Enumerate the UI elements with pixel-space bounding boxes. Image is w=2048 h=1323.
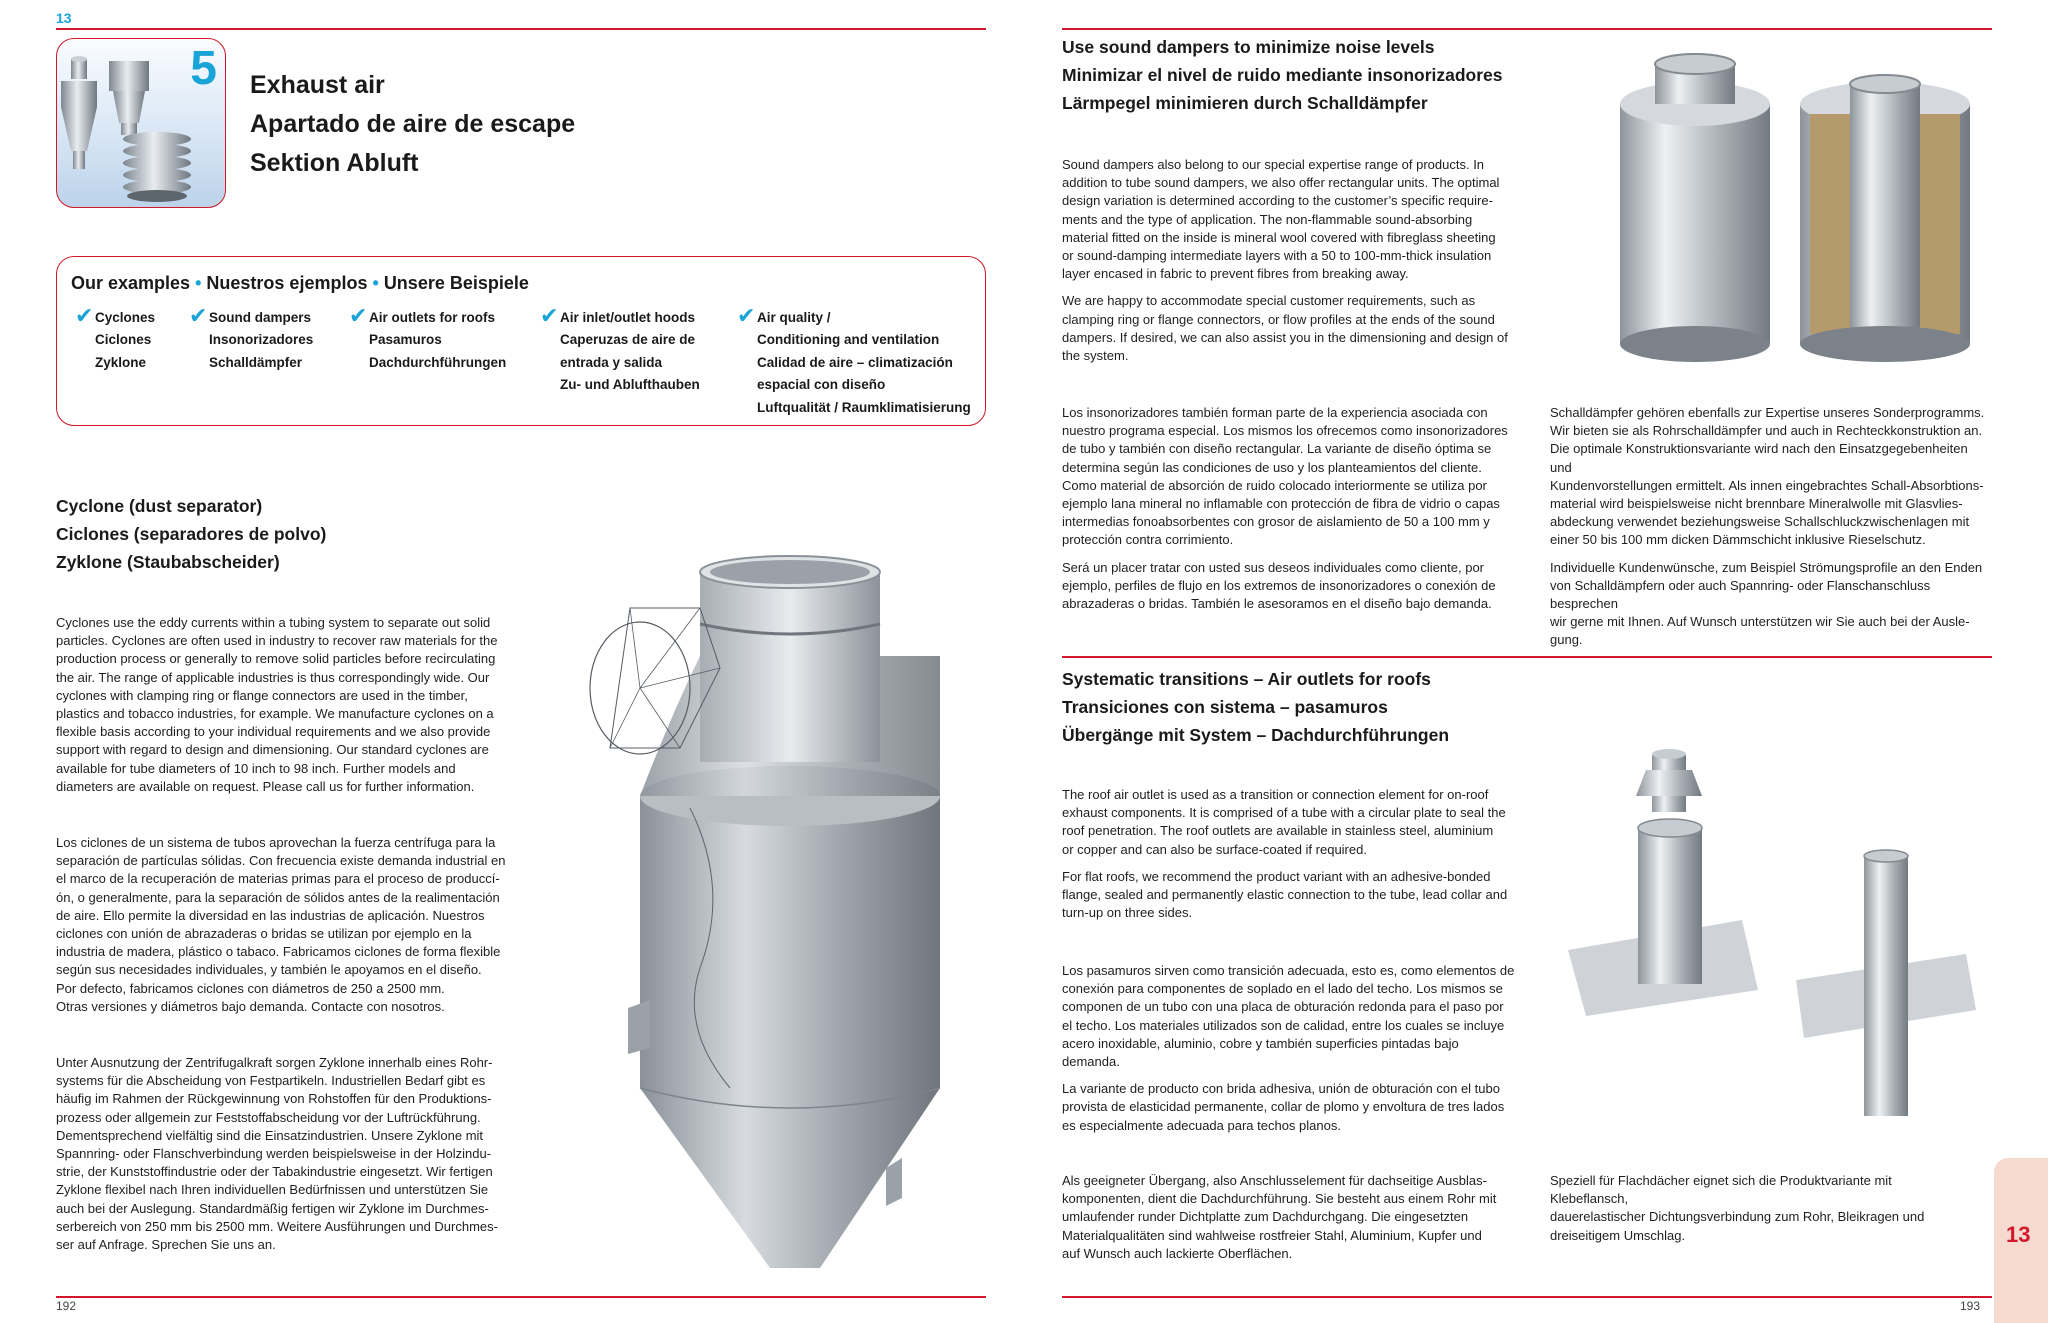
transitions-en-p1: The roof air outlet is used as a transition or connection element for on-roof exhaust components. It is comprised of a tube with a circular plate to seal the roof penetration. The roof outlets are available in stainless steel, aluminium or copper and can also be surface-coated if required. [1062,787,1506,857]
sound-damper-illustration [1600,44,2000,384]
dampers-text-es [1062,404,1522,622]
separator-dot-2: • [372,273,379,293]
section-icon-number: 5 [190,42,217,95]
transitions-en-p2: For flat roofs, we recommend the product variant with an adhesive-bonded flange, sealed and permanently elastic connection to the tube, lead collar and turn-up on three sides. [1062,868,1508,921]
transitions-es-p2: La variante de producto con brida adhesiva, unión de obturación con el tubo provista de elasticidad permanente, collar de plomo y envoltura de tres lados es especialmente adecuada para techos planos. [1062,1081,1505,1133]
section-title-en: Exhaust air [250,71,385,99]
examples-title [71,273,529,294]
top-rule-left [56,28,986,30]
transitions-de-p2: Speziell für Flachdächer eignet sich die Produktvariante mit Klebeflansch, dauerelastischer Dichtungsverbindung zum Rohr, Bleikragen und dreiseitigem Umschlag. [1550,1173,1925,1243]
section-title-de: Sektion Abluft [250,149,419,177]
examples-title-es: Nuestros ejemplos [206,273,368,293]
check-icon: ✔ [540,303,559,328]
dampers-es-p2: Será un placer tratar con usted sus deseos individuales como cliente, por ejemplo, perfiles de flujo en los extremos de insonorizadores o conexión de abrazaderas o bridas. También le asesoramos en el diseño bajo demanda. [1062,559,1496,612]
check-icon: ✔ [189,303,208,328]
check-icon: ✔ [737,303,756,328]
dampers-en-p1: Sound dampers also belong to our special expertise range of products. In addition to tube sound dampers, we also offer rectangular units. The optimal design variation is determined according to the customer’s specific require- ments and the type of application. The non-flammable sound-absorbing material fitted on the inside is mineral wool covered with fibreglass sheeting or sound-damping intermediate layers with a 50 to 100-mm-thick insulation layer encased in fabric to prevent fibres from breaking away. [1062,157,1500,282]
check-icon: ✔ [349,303,368,328]
cyclone-text-de: Unter Ausnutzung der Zentrifugalkraft sorgen Zyklone innerhalb eines Rohr- systems für die Abscheidung von Festpartikeln. Industriellen Bedarf gibt es häufig im Rahmen der Rückgewinnung von Rohstoffen für den Produktions- prozess oder allgemein zur Feststoffabscheidung vor der Luftrückführung. Dementsprechend vielfältig sind die Einsatzindustrien. Unsere Zyklone mit Spannring- oder Flanschverbindung werden beispielsweise in der Holzindu- strie, der Kunststoffindustrie oder der Tabakindustrie eingesetzt. Wir fertigen Zyklone flexibel nach Ihren individuellen Bedürfnissen und unterstützen Sie auch bei der Auslegung. Standardmäßig fertigen wir Zyklone im Durchmes- serbereich von 250 mm bis 2500 mm. Weitere Ausführungen und Durchmes- ser auf Anfrage. Sprechen Sie uns an. [56,1055,498,1253]
dampers-text-de [1550,404,1990,659]
page-number-left: 192 [56,1299,77,1313]
section-title-es: Apartado de aire de escape [250,110,576,138]
dampers-de-p1: Schalldämpfer gehören ebenfalls zur Expertise unseres Sonderprogramms. Wir bieten sie als Rohrschalldämpfer und auch in Rechteckkonstruktion an. Die optimale Konstruktionsvariante wird nach den Einsatzgegebenheiten und Kundenvorstellungen ermittelt. Als innen eingebrachtes Schall-Absorbtions- material wird beispielsweise nicht brennbare Mineralwolle mit Glasvlies- abdeckung verwendet beziehungsweise Schallschluckzwischenlagen mit einer 50 bis 100 mm dicken Dämmschicht inklusive Rieselschutz. [1550,405,1985,548]
top-rule-right [1062,28,1992,30]
chapter-side-tab[interactable] [1994,1158,2048,1323]
transitions-es-p1: Los pasamuros sirven como transición adecuada, esto es, como elementos de conexión para componentes de soplado en el lado del techo. Los mismos se componen de un tubo con una placa de obturación redonda para el paso por el techo. Los materiales utilizados son de calidad, entre los cuales se incluye acero inoxidable, aluminio, cobre y también superficies pintadas bajo demanda. [1062,963,1515,1070]
cyclone-heading: Cyclone (dust separator) Ciclones (separadores de polvo) Zyklone (Staubabscheider) [56,496,327,572]
page-number-right: 193 [1960,1299,1981,1313]
section-title [250,66,575,183]
example-sound-dampers[interactable]: ✔ Sound dampers Insonorizadores Schalldämpfer [189,303,314,370]
example-cyclones[interactable]: ✔ Cyclones Ciclones Zyklone [75,303,156,370]
example-air-hoods[interactable]: ✔ Air inlet/outlet hoods Caperuzas de aire de entrada y salida Zu- und Ablufthauben [540,303,700,393]
bottom-rule-left [56,1296,986,1298]
roof-outlet-illustration [1546,744,1986,1124]
transitions-text-en [1062,786,1522,931]
cyclone-text-en: Cyclones use the eddy currents within a tubing system to separate out solid particles. Cyclones are often used in industry to recover raw materials for the production process or generally to remove solid particles before recirculating the air. The range of applicable industries is thus correspondingly wide. Our cyclones with clamping ring or flange connectors are used in the timber, plastics and tobacco industries, for example. We manufacture cyclones on a flexible basis according to your individual requirements and we also provide support with regard to design and dimensioning. Our standard cyclones are available for tube diameters of 10 inch to 98 inch. Further models and diameters are available on request. Please call us for further information. [56,615,498,794]
check-icon: ✔ [75,303,94,328]
transitions-de-p1: Als geeigneter Übergang, also Anschlusselement für dachseitige Ausblas- komponenten, dient die Dachdurchführung. Sie besteht aus einem Rohr mit umlaufender runder Dichtplatte zum Dachdurchgang. Die eingesetzten Materialqualitäten sind wahlweise rostfreier Stahl, Aluminium, Kupfer und auf Wunsch auch lackierte Oberflächen. [1062,1173,1497,1261]
examples-box [56,256,986,426]
transitions-heading: Systematic transitions – Air outlets for roofs Transiciones con sistema – pasamuros Übergänge mit System – Dachdurchführungen [1062,669,1450,745]
dampers-es-p1: Los insonorizadores también forman parte de la experiencia asociada con nuestro programa especial. Los mismos los ofrecemos como insonorizadores de tubo y también con diseño rectangular. La variante de diseño óptima se determina según las condiciones de uso y los planteamientos del cliente. Como material de absorción de ruido colocado interiormente se utiliza por ejemplo lana mineral no inflamable con protección de fibra de vidrio o capas intermedias fonoabsorbentes con grosor de aislamiento de 50 a 100 mm y protección contra corrimiento. [1062,405,1508,548]
dampers-heading: Use sound dampers to minimize noise levels Minimizar el nivel de ruido mediante insonorizadores Lärmpegel minimieren durch Schalldämpfer [1062,37,1503,113]
examples-title-de: Unsere Beispiele [383,273,529,293]
dampers-text-en [1062,156,1522,374]
section-number-top: 13 [56,10,72,26]
middle-rule-right [1062,656,1992,658]
dampers-en-p2: We are happy to accommodate special customer requirements, such as clamping ring or flange connectors, or flow profiles at the ends of the sound dampers. If desired, we can also assist you in the dimensioning and design of the system. [1062,293,1508,364]
chapter-side-tab-label: 13 [2006,1222,2031,1247]
examples-title-en: Our examples [71,273,191,293]
transitions-text-de-2 [1550,1172,1970,1254]
example-air-quality[interactable]: ✔ Air quality / Conditioning and ventilation Calidad de aire – climatización espacial con diseño Luftqualität / Raumklimatisierung [737,303,971,415]
section-icon-box [56,38,226,208]
example-air-outlets-roofs[interactable]: ✔ Air outlets for roofs Pasamuros Dachdurchführungen [349,303,507,370]
separator-dot-1: • [195,273,202,293]
cyclone-text-es: Los ciclones de un sistema de tubos aprovechan la fuerza centrífuga para la separación de partículas sólidas. Con frecuencia existe demanda industrial en el marco de la recuperación de materias primas para el proceso de produccí- ón, o generalmente, para la separación de sólidos antes de la realimentación de aire. Ello permite la diversidad en las industrias de aplicación. Nuestros ciclones con unión de abrazaderas o bridas se utilizan por ejemplo en la industria de madera, plástico o tabaco. Fabricamos ciclones de forma flexible según sus necesidades individuales, y también le apoyamos en el diseño. Por defecto, fabricamos ciclones con diámetros de 250 a 2500 mm. Otras versiones y diámetros bajo demanda. Contacte con nosotros. [56,835,506,1014]
cyclone-illustration [530,548,980,1268]
transitions-text-de [1062,1172,1522,1272]
bottom-rule-right [1062,1296,1992,1298]
dampers-de-p2: Individuelle Kundenwünsche, zum Beispiel Strömungsprofile an den Enden von Schalldämpfern oder auch Spannring- oder Flanschanschluss besprechen wir gerne mit Ihnen. Auf Wunsch unterstützen wir Sie auch bei der Ausle- gung. [1550,559,1983,648]
transitions-text-es [1062,962,1522,1144]
